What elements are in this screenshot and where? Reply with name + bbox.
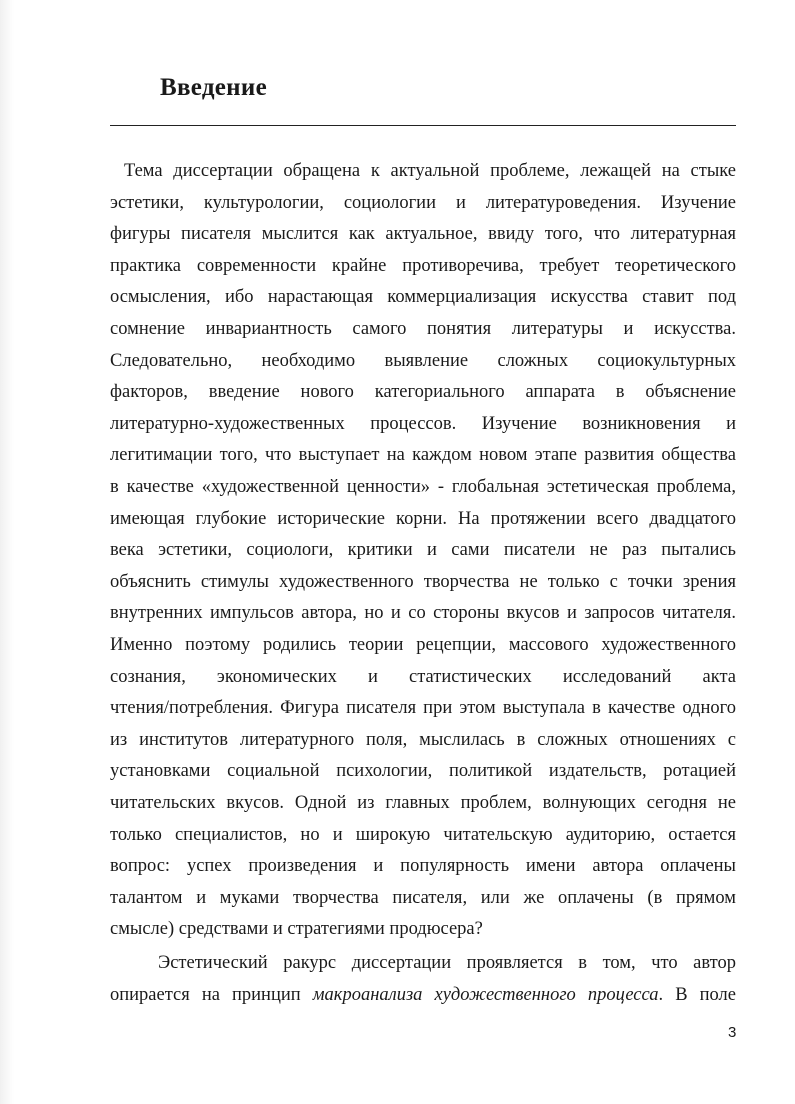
paragraph-2-italic-term: макроанализа художественного процесса [312,985,659,1005]
paragraph-2-line-1: Эстетический ракурс диссертации проявляется в том, что автор [158,953,736,973]
page-number: 3 [728,1024,737,1041]
paragraph-1-line: Именно поэтому родились теории рецепции, массового художественного [110,635,736,655]
paragraph-2-text: опирается на принцип [110,985,313,1005]
paragraph-1-line: Тема диссертации обращена к актуальной проблеме, лежащей на стыке [124,161,736,181]
paragraph-1-line: сомнение инвариантность самого понятия литературы и искусства. [110,319,736,339]
paragraph-2-text-end: . В поле [658,985,736,1005]
paragraph-1-line: легитимации того, что выступает на каждом новом этапе развития общества [110,445,736,466]
paragraph-1-line: Следовательно, необходимо выявление сложных социокультурных [110,350,736,371]
paragraph-1-line: из институтов литературного поля, мыслилась в сложных отношениях с [110,729,736,750]
paragraph-2-line-2 [110,984,736,1006]
paragraph-1-line: сознания, экономических и статистических исследований акта [110,666,736,687]
paragraph-1-line: читательских вкусов. Одной из главных проблем, волнующих сегодня не [110,793,736,813]
paragraph-1-line: фигуры писателя мыслится как актуальное, ввиду того, что литературная [110,224,736,245]
scan-shadow-edge [0,0,14,1104]
paragraph-1-line: внутренних импульсов автора, но и со стороны вкусов и запросов читателя. [110,603,736,624]
paragraph-1-line: объяснить стимулы художественного творчества не только с точки зрения [110,571,736,592]
paragraph-1-line: вопрос: успех произведения и популярность имени автора оплачены [110,856,736,877]
paragraph-1-line: талантом и муками творчества писателя, или же оплачены (в прямом [110,887,736,908]
paragraph-1-line: литературно-художественных процессов. Изучение возникновения и [110,413,736,434]
paragraph-1-line: чтения/потребления. Фигура писателя при этом выступала в качестве одного [110,698,736,719]
paragraph-1-line: века эстетики, социологи, критики и сами писатели не раз пытались [110,540,736,561]
paragraph-1-line: факторов, введение нового категориального аппарата в объяснение [110,382,736,403]
paragraph-1-line: только специалистов, но и широкую читательскую аудиторию, остается [110,824,736,845]
paragraph-1-line: эстетики, культурологии, социологии и литературоведения. Изучение [110,192,736,213]
page-title: Введение [160,74,267,101]
paragraph-1-line: установками социальной психологии, политикой издательств, ротацией [110,761,736,782]
paragraph-1-line: смысле) средствами и стратегиями продюсера? [110,919,483,940]
paragraph-1-line: имеющая глубокие исторические корни. На протяжении всего двадцатого [110,508,736,529]
paragraph-1-line: осмысления, ибо нарастающая коммерциализация искусства ставит под [110,287,736,308]
paragraph-1-line: в качестве «художественной ценности» - глобальная эстетическая проблема, [110,477,736,497]
paragraph-1-line: практика современности крайне противоречива, требует теоретического [110,255,736,276]
title-underline [110,125,736,126]
